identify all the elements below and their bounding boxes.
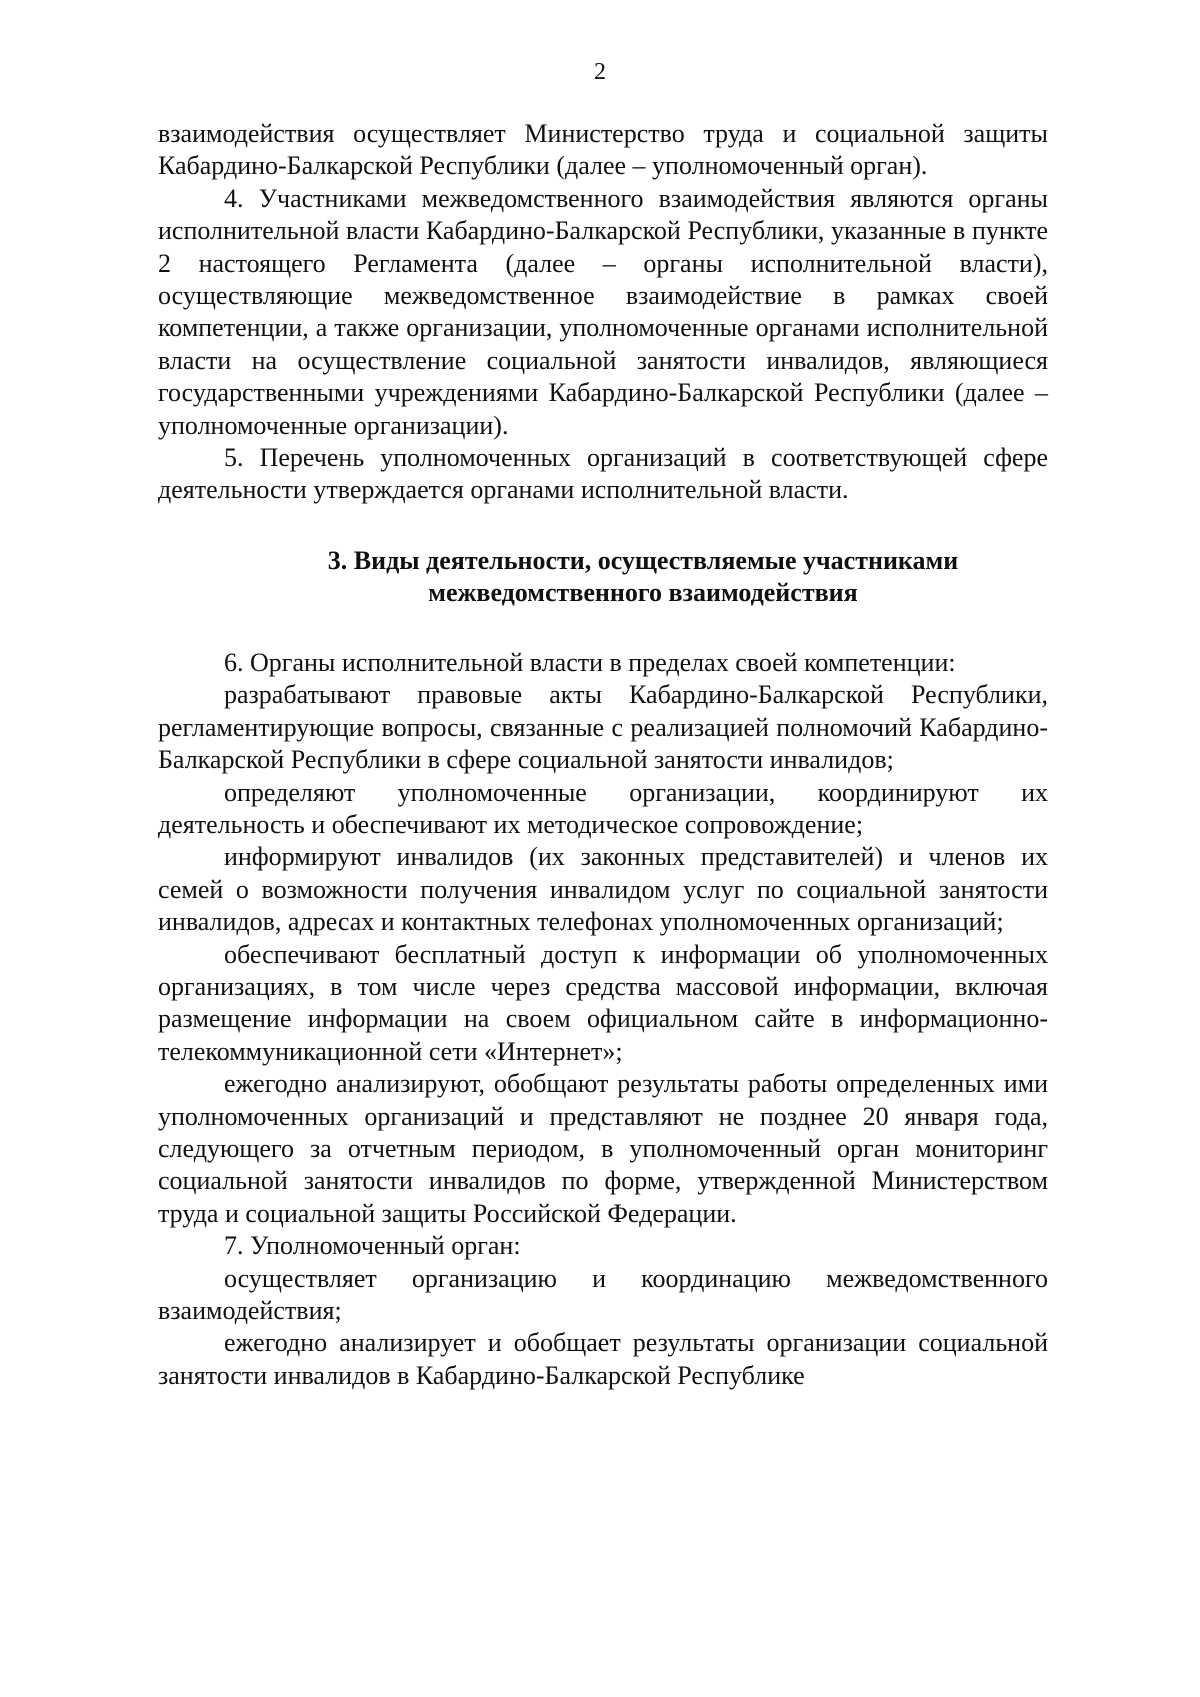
list-item: осуществляет организацию и координацию межведомственного взаимодействия; xyxy=(158,1263,1048,1325)
paragraph-continuation: взаимодействия осуществляет Министерство труда и социальной защиты Кабардино-Балкарской Республики (далее – уполномоченный орган). xyxy=(158,119,1048,181)
page-number: 2 xyxy=(594,59,606,85)
section-heading-line-1: 3. Виды деятельности, осуществляемые участниками xyxy=(327,545,959,575)
document-body xyxy=(158,118,1048,1392)
paragraph-item-5: 5. Перечень уполномоченных организаций в соответствующей сфере деятельности утверждается органами исполнительной власти. xyxy=(158,443,1048,505)
paragraph-item-6: 6. Органы исполнительной власти в пределах своей компетенции: xyxy=(224,647,956,677)
list-item: ежегодно анализируют, обобщают результаты работы определенных ими уполномоченных организаций и представляют не позднее 20 января года, следующего за отчетным периодом, в уполномоченный орган мониторинг социальной занятости инвалидов по форме, утвержденной Министерством труда и социальной защиты Российской Федерации. xyxy=(158,1069,1048,1228)
list-item: информируют инвалидов (их законных представителей) и членов их семей о возможности получения инвалидом услуг по социальной занятости инвалидов, адресах и контактных телефонах уполномоченных организаций; xyxy=(158,842,1048,937)
paragraph-item-4: 4. Участниками межведомственного взаимодействия являются органы исполнительной власти Кабардино-Балкарской Республики, указанные в пункте 2 настоящего Регламента (далее – органы исполнительной власти), осуществляющие межведомственное взаимодействие в рамках своей компетенции, а также организации, уполномоченные органами исполнительной власти на осуществление социальной занятости инвалидов, являющиеся государственными учреждениями Кабардино-Балкарской Республики (далее – уполномоченные организации). xyxy=(158,183,1048,440)
section-heading xyxy=(158,545,1048,609)
list-item: ежегодно анализирует и обобщает результаты организации социальной занятости инвалидов в Кабардино-Балкарской Республике xyxy=(158,1328,1048,1390)
list-item: обеспечивают бесплатный доступ к информации об уполномоченных организациях, в том числе через средства массовой информации, включая размещение информации на своем официальном сайте в информационно-телекоммуникационной сети «Интернет»; xyxy=(158,939,1048,1066)
list-item: определяют уполномоченные организации, координируют их деятельность и обеспечивают их методическое сопровождение; xyxy=(158,777,1048,839)
paragraph-item-7: 7. Уполномоченный орган: xyxy=(224,1231,521,1261)
section-heading-line-2: межведомственного взаимодействия xyxy=(428,577,858,607)
list-item: разрабатывают правовые акты Кабардино-Балкарской Республики, регламентирующие вопросы, связанные с реализацией полномочий Кабардино-Балкарской Республики в сфере социальной занятости инвалидов; xyxy=(158,680,1048,775)
